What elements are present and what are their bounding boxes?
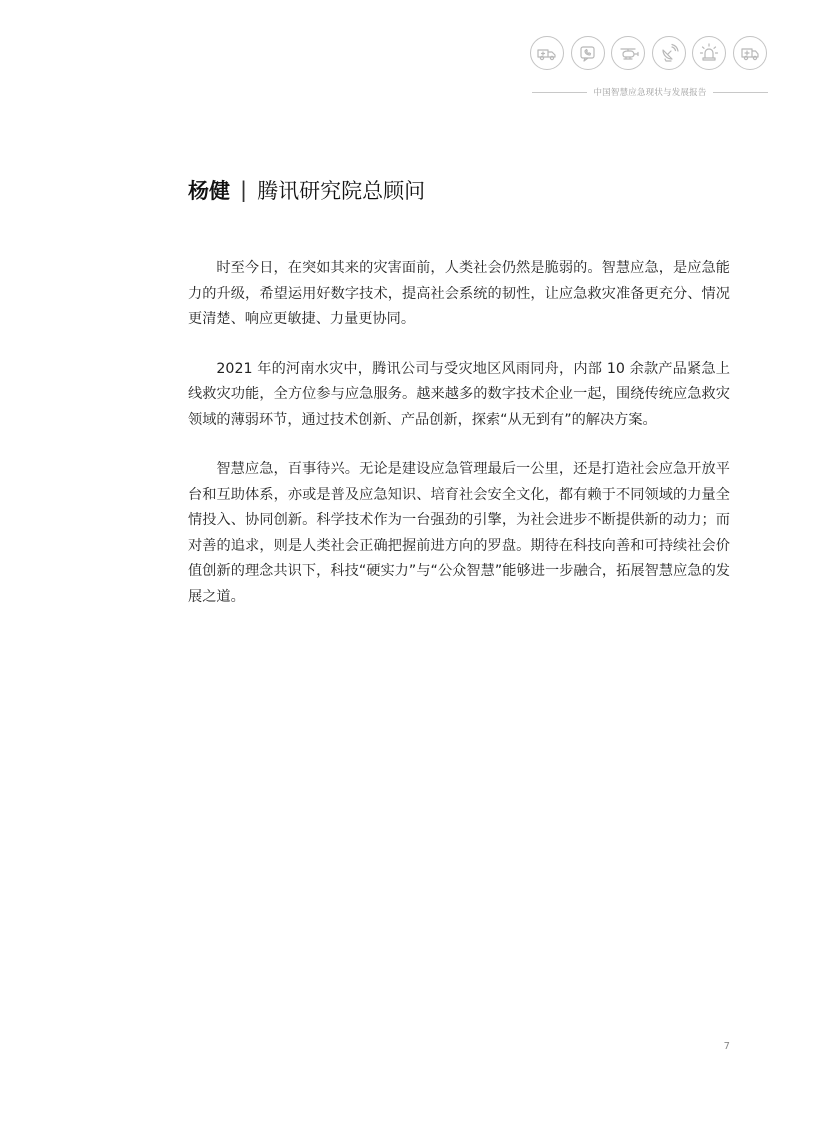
header-report-title-rule <box>532 86 768 98</box>
paragraph-1: 时至今日，在突如其来的灾害面前，人类社会仍然是脆弱的。智慧应急，是应急能力的升级，希望运用好数字技术，提高社会系统的韧性，让应急救灾准备更充分、情况更清楚、响应更敏捷、力量更协同。 <box>188 260 730 327</box>
title-separator: | <box>240 178 248 202</box>
author-role: 腾讯研究院总顾问 <box>257 179 426 203</box>
paragraph-3: 智慧应急，百事待兴。无论是建设应急管理最后一公里，还是打造社会应急开放平台和互助体系，亦或是普及应急知识、培育社会安全文化，都有赖于不同领域的力量全情投入、协同创新。科学技术作为一台强劲的引擎，为社会进步不断提供新的动力；而对善的追求，则是人类社会正确把握前进方向的罗盘。期待在科技向善和可持续社会价值创新的理念共识下，科技“硬实力”与“公众智慧”能够进一步融合，拓展智慧应急的发展之道。 <box>188 461 730 605</box>
ambulance-icon <box>530 36 564 70</box>
satellite-dish-icon <box>652 36 686 70</box>
page-number: 7 <box>723 1041 730 1052</box>
header-icon-row <box>530 36 767 72</box>
author-name: 杨健 <box>188 179 230 203</box>
rescue-truck-icon <box>733 36 767 70</box>
header-rule-right <box>713 92 768 93</box>
header-rule-left <box>532 92 587 93</box>
report-title: 中国智慧应急现状与发展报告 <box>593 88 707 98</box>
page-title <box>188 174 425 206</box>
alarm-light-icon <box>692 36 726 70</box>
article-body <box>188 256 730 634</box>
helicopter-icon <box>611 36 645 70</box>
paragraph-2: 2021 年的河南水灾中，腾讯公司与受灾地区风雨同舟，内部 10 余款产品紧急上线救灾功能，全方位参与应急服务。越来越多的数字技术企业一起，围绕传统应急救灾领域的薄弱环节，通过技术创新、产品创新，探索“从无到有”的解决方案。 <box>188 360 730 428</box>
phone-icon <box>571 36 605 70</box>
